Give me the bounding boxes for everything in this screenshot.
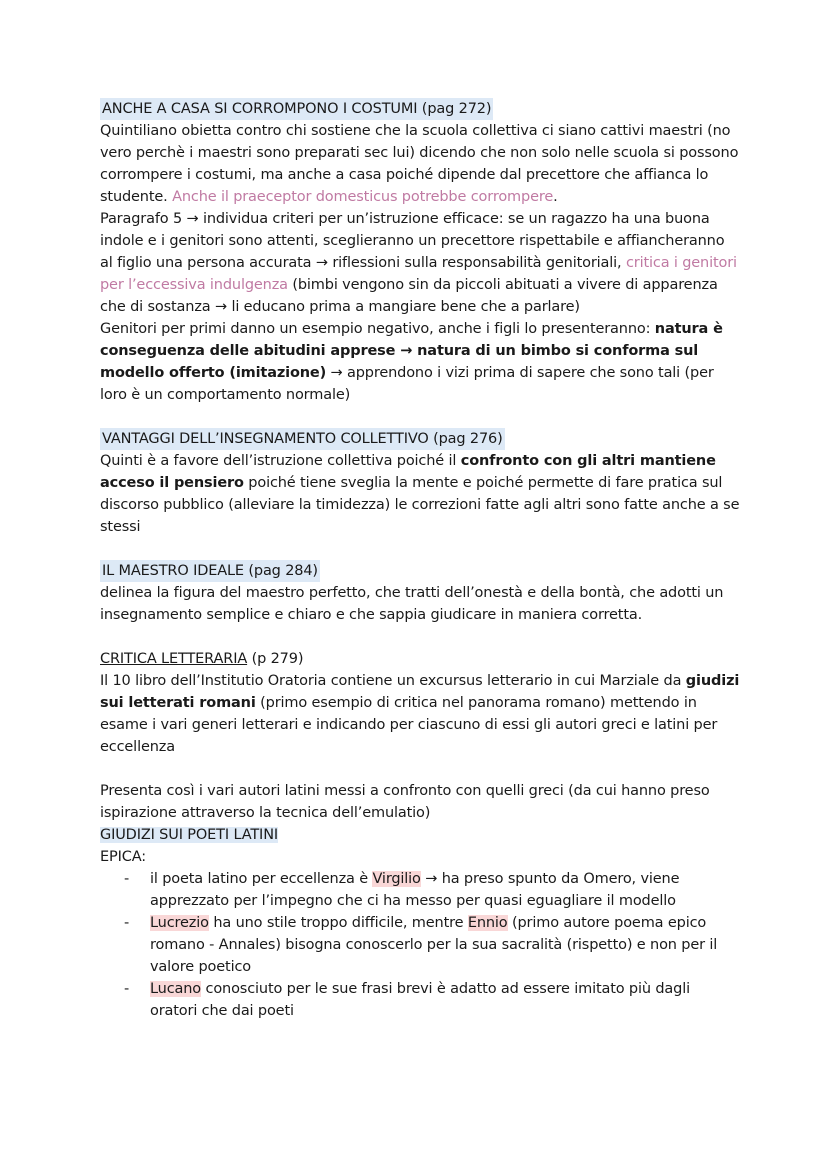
paragraph-costumi-2 xyxy=(100,208,740,318)
name-highlight: Lucano xyxy=(150,981,202,997)
bullet-dash: - xyxy=(124,981,130,997)
text-run: (primo autore poema epico romano - Annales) bisogna conoscerlo per la sua sacralità (rispetto) e non per il valore poetico xyxy=(150,915,718,975)
text-run: Quinti è a favore dell’istruzione collettiva poiché il xyxy=(100,453,461,469)
heading-costumi: ANCHE A CASA SI CORROMPONO I COSTUMI (pag 272) xyxy=(100,98,493,120)
text-run: poiché tiene sveglia la mente e poiché permette di fare pratica sul discorso pubblico (alleviare la timidezza) le correzioni fatte agli altri sono fatte anche a se stessi xyxy=(100,475,740,535)
list-item xyxy=(100,912,740,978)
poets-list xyxy=(100,868,740,1022)
section-vantaggi xyxy=(100,428,740,538)
text-run: → ha preso spunto da Omero, viene apprezzato per l’impegno che ci ha messo per quasi eguagliare il modello xyxy=(150,871,680,909)
paragraph-costumi-3 xyxy=(100,318,740,406)
section-critica xyxy=(100,648,740,824)
heading-critica-line xyxy=(100,648,740,670)
name-highlight: Virgilio xyxy=(372,871,421,887)
section-maestro xyxy=(100,560,740,626)
text-run: Genitori per primi danno un esempio negativo, anche i figli lo presenteranno: xyxy=(100,321,655,337)
pink-highlight-text: Anche il praeceptor domesticus potrebbe corrompere xyxy=(172,189,554,205)
text-run: conosciuto per le sue frasi brevi è adatto ad essere imitato più dagli oratori che dai poeti xyxy=(150,981,690,1019)
text-run: ha uno stile troppo difficile, mentre xyxy=(208,915,468,931)
bold-text: confronto con gli altri mantiene acceso il pensiero xyxy=(100,453,716,491)
text-run: Paragrafo 5 → individua criteri per un’istruzione efficace: se un ragazzo ha una buona indole e i genitori sono attenti, sceglieranno un precettore rispettabile e affiancheranno al figlio una persona accurata → riflessioni sulla responsabilità genitoriali, xyxy=(100,211,725,271)
text-run: il poeta latino per eccellenza è xyxy=(150,871,373,887)
paragraph-maestro: delinea la figura del maestro perfetto, che tratti dell’onestà e della bontà, che adotti un insegnamento semplice e chiaro e che sappia giudicare in maniera corretta. xyxy=(100,585,724,623)
bullet-dash: - xyxy=(124,915,130,931)
list-item xyxy=(100,978,740,1022)
heading-vantaggi: VANTAGGI DELL’INSEGNAMENTO COLLETTIVO (pag 276) xyxy=(100,428,505,450)
text-run: Quintiliano obietta contro chi sostiene che la scuola collettiva ci siano cattivi maestri (no vero perchè i maestri sono preparati sec lui) dicendo che non solo nelle scuola si possono corrompere i costumi, ma anche a casa poiché dipende dal precettore che affianca lo studente. xyxy=(100,123,739,205)
heading-poeti: GIUDIZI SUI POETI LATINI xyxy=(100,827,279,843)
paragraph-critica-2: Presenta così i vari autori latini messi a confronto con quelli greci (da cui hanno preso ispirazione attraverso la tecnica dell’emulatio) xyxy=(100,783,710,821)
name-highlight: Ennio xyxy=(467,915,508,931)
label-epica: EPICA: xyxy=(100,849,146,865)
text-run: (primo esempio di critica nel panorama romano) mettendo in esame i vari generi letterari e indicando per ciascuno di essi gli autori greci e latini per eccellenza xyxy=(100,695,718,755)
bullet-dash: - xyxy=(124,871,130,887)
list-item xyxy=(100,868,740,912)
document-page xyxy=(100,98,740,1022)
paragraph-critica-1 xyxy=(100,670,740,758)
bold-text: giudizi sui letterati romani xyxy=(100,673,740,711)
heading-maestro: IL MAESTRO IDEALE (pag 284) xyxy=(100,560,320,582)
bold-text: natura è conseguenza delle abitudini apprese → natura di un bimbo si conforma sul modello offerto (imitazione) xyxy=(100,321,723,381)
text-run: (bimbi vengono sin da piccoli abituati a vivere di apparenza che di sostanza → li educano prima a mangiare bene che a parlare) xyxy=(100,277,718,315)
text-run: → apprendono i vizi prima di sapere che sono tali (per loro è un comportamento normale) xyxy=(100,365,714,403)
pink-highlight-text: critica i genitori per l’eccessiva indulgenza xyxy=(100,255,737,293)
section-poeti xyxy=(100,824,740,1022)
text-run: . xyxy=(553,189,558,205)
paragraph-costumi-1 xyxy=(100,120,740,208)
name-highlight: Lucrezio xyxy=(150,915,209,931)
text-run: Il 10 libro dell’Institutio Oratoria contiene un excursus letterario in cui Marziale da xyxy=(100,673,686,689)
heading-critica: CRITICA LETTERARIA xyxy=(100,651,248,667)
paragraph-vantaggi xyxy=(100,450,740,538)
heading-critica-suffix: (p 279) xyxy=(247,651,304,667)
section-costumi xyxy=(100,98,740,406)
